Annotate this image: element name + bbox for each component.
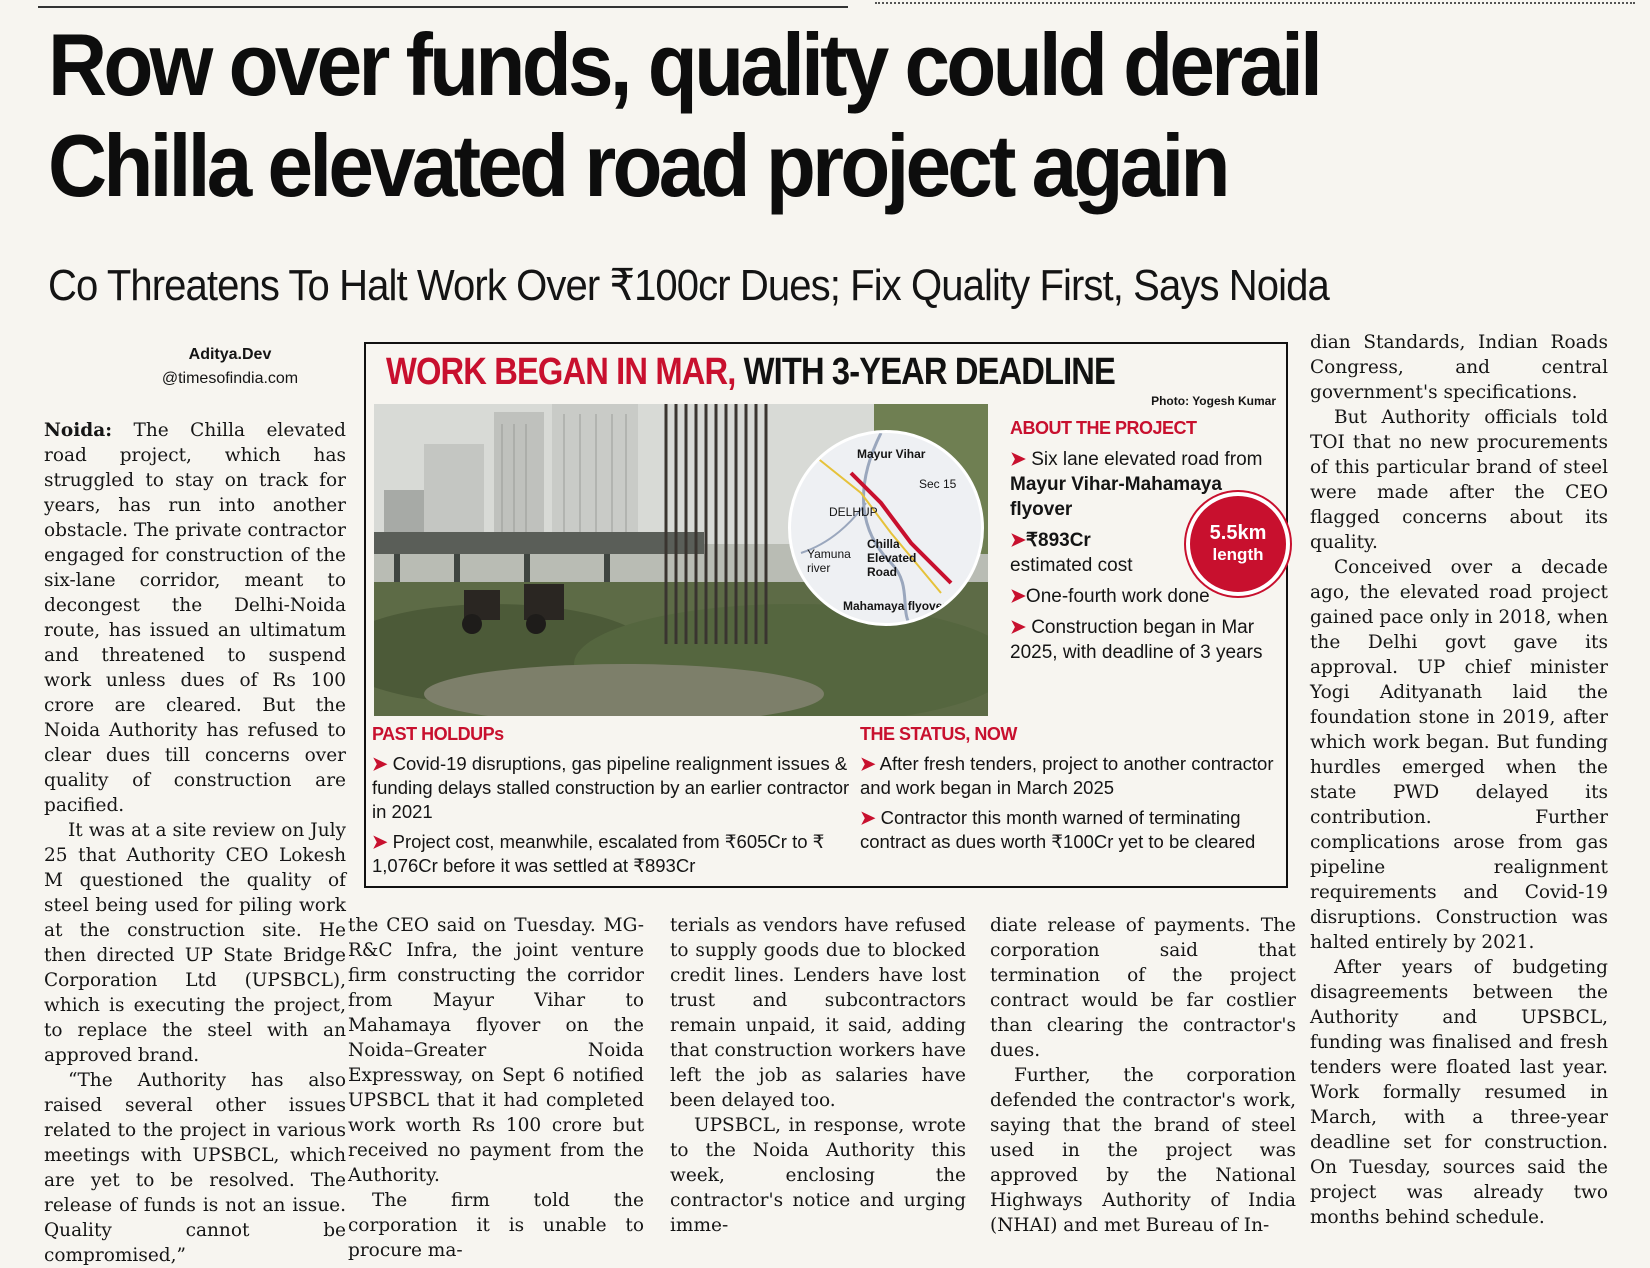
about-item-3-text: One-fourth work done <box>1025 586 1210 607</box>
about-item-4-text: Construction began in Mar 2025, with deadline of 3 years <box>1010 617 1263 663</box>
deck: Co Threatens To Halt Work Over ₹100cr Dues; Fix Quality First, Says Noida <box>48 261 1329 310</box>
status-item-2 <box>860 806 1280 854</box>
paragraph-3: “The Authority has also raised several other issues related to the project in various meetings with UPSBCL, which are yet to be resolved. The release of funds is not an issue. Quality cannot be compromised,” <box>44 1070 346 1266</box>
holdup-item-2 <box>372 830 850 878</box>
infobox-title <box>386 348 1115 396</box>
past-holdups <box>372 722 850 878</box>
paragraph-9: Further, the corporation defended the contractor's work, saying that the brand of steel used in the project was approved by the National Highways Authority of India (NHAI) and met Bureau of In- <box>990 1065 1296 1236</box>
column-4 <box>990 913 1296 1238</box>
arrow-icon: ➤ <box>1010 449 1026 470</box>
arrow-icon: ➤ <box>1010 617 1026 638</box>
paragraph-13: After years of budgeting disagreements between the Authority and UPSBCL, funding was finalised and fresh tenders were floated last year. Work formally resumed in March, with a three-year deadline set for construction. On Tuesday, sources said the project was already two months behind schedule. <box>1310 957 1608 1228</box>
holdups-heading: PAST HOLDUPs <box>372 724 504 744</box>
paragraph-6: terials as vendors have refused to supply goods due to blocked credit lines. Lenders have lost trust and subcontractors remain unpaid, it said, adding that construction workers have left the job as salaries have been delayed too. <box>670 915 966 1111</box>
holdup-item-1 <box>372 752 850 824</box>
status-now <box>860 722 1280 854</box>
photo-credit: Photo: Yogesh Kumar <box>1151 394 1276 408</box>
about-item-2-bold: ₹893Cr <box>1025 530 1091 551</box>
paragraph-5: The firm told the corporation it is unable to procure ma- <box>348 1190 644 1261</box>
paragraph-1-text: The Chilla elevated road project, which has struggled to stay on track for years, has run into another obstacle. The private contractor engaged for construction of the six-lane corridor, meant to decongest the Delhi-Noida route, has issued an ultimatum and threatened to suspend work unless dues of Rs 100 crore are cleared. But the Noida Authority has refused to clear dues till concerns over quality of construction are pacified. <box>44 420 346 816</box>
about-heading: ABOUT THE PROJECT <box>1010 418 1197 438</box>
about-item-1-bold: Mayur Vihar-Mahamaya flyover <box>1010 474 1222 520</box>
route-map-lines <box>791 433 981 623</box>
arrow-icon: ➤ <box>1010 530 1026 551</box>
paragraph-4: the CEO said on Tuesday. MG-R&C Infra, the joint venture firm constructing the corridor from Mayur Vihar to Mahamaya flyover on the Noida–Greater Noida Expressway, on Sept 6 notified UPSBCL that it had completed work worth Rs 100 crore but received no payment from the Authority. <box>348 915 644 1186</box>
paragraph-7: UPSBCL, in response, wrote to the Noida Authority this week, enclosing the contractor's notice and urging imme- <box>670 1115 966 1236</box>
map-label-chilla: Chilla Elevated Road <box>867 537 917 579</box>
top-rule <box>38 0 848 8</box>
map-label-delhi: DELHI <box>829 505 865 519</box>
infobox-title-black: WITH 3-YEAR DEADLINE <box>735 351 1115 393</box>
headline <box>48 14 1508 216</box>
map-label-up: UP <box>861 505 878 519</box>
paragraph-1 <box>44 418 346 818</box>
about-item-1-text: Six lane elevated road from <box>1031 449 1263 470</box>
status-item-1-text: After fresh tenders, project to another contractor and work began in March 2025 <box>860 753 1274 798</box>
status-item-1 <box>860 752 1280 800</box>
column-5 <box>1310 330 1608 1230</box>
column-1 <box>44 418 346 1268</box>
byline-handle: @timesofindia.com <box>161 370 299 387</box>
route-map <box>788 430 984 626</box>
map-label-mahamaya: Mahamaya flyover <box>843 599 948 613</box>
dateline: Noida: <box>44 420 113 441</box>
arrow-icon: ➤ <box>860 807 876 828</box>
about-item-2-text: estimated cost <box>1010 555 1133 576</box>
length-value: 5.5km <box>1209 522 1267 544</box>
length-label: length <box>1212 545 1264 564</box>
byline-name: Aditya.Dev <box>188 346 272 363</box>
arrow-icon: ➤ <box>1010 586 1026 607</box>
paragraph-11: But Authority officials told TOI that no new procurements of this particular brand of steel were made after the CEO flagged concerns about its quality. <box>1310 407 1608 553</box>
holdup-item-1-text: Covid-19 disruptions, gas pipeline realignment issues & funding delays stalled construction by an earlier contractor in 2021 <box>372 753 850 822</box>
status-heading: THE STATUS, NOW <box>860 724 1017 744</box>
headline-line-1: Row over funds, quality could derail <box>48 15 1320 114</box>
column-2 <box>348 913 644 1263</box>
top-dotted-rule <box>875 2 1635 4</box>
column-3 <box>670 913 966 1238</box>
paragraph-12: Conceived over a decade ago, the elevated road project gained pace only in 2018, when the Delhi govt gave its approval. UP chief minister Yogi Adityanath laid the foundation stone in 2019, after which work began. But funding hurdles emerged when the state PWD delayed its contribution. Further complications arose from gas pipeline realignment requirements and Covid-19 disruptions. Construction was halted entirely by 2021. <box>1310 557 1608 953</box>
about-item-4 <box>1010 615 1280 665</box>
paragraph-2: It was at a site review on July 25 that Authority CEO Lokesh M questioned the quality of steel being used for piling work at the construction site. He then directed UP State Bridge Corporation Ltd (UPSBCL), which is executing the project, to replace the steel with an approved brand. <box>44 820 346 1066</box>
map-label-yamuna: Yamuna river <box>807 547 851 575</box>
holdup-item-2-text: Project cost, meanwhile, escalated from ₹605Cr to ₹ 1,076Cr before it was settled at ₹893Cr <box>372 831 825 876</box>
status-item-2-text: Contractor this month warned of terminating contract as dues worth ₹100Cr yet to be cleared <box>860 807 1256 852</box>
arrow-icon: ➤ <box>372 753 388 774</box>
length-badge <box>1186 492 1290 596</box>
byline <box>130 343 330 391</box>
arrow-icon: ➤ <box>372 831 388 852</box>
headline-line-2: Chilla elevated road project again <box>48 116 1227 215</box>
map-label-mayur-vihar: Mayur Vihar <box>857 447 926 461</box>
infobox-title-red: WORK BEGAN IN MAR, <box>386 351 736 393</box>
paragraph-8: diate release of payments. The corporation said that termination of the project contract would be far costlier than clearing the contractor's dues. <box>990 915 1296 1061</box>
infobox <box>364 342 1288 888</box>
map-label-sec15: Sec 15 <box>919 477 957 491</box>
paragraph-10: dian Standards, Indian Roads Congress, and central government's specifications. <box>1310 332 1608 403</box>
arrow-icon: ➤ <box>860 753 876 774</box>
